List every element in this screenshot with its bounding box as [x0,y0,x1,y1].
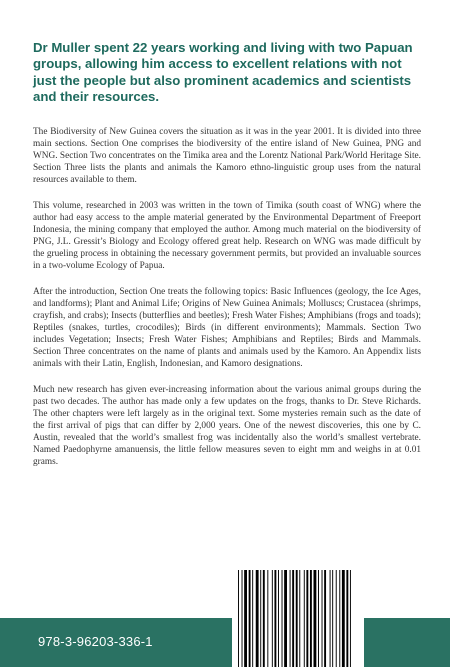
barcode-bar [290,570,291,667]
isbn-number: 978-3-96203-336-1 [38,634,153,649]
barcode-bar [332,570,333,667]
paragraph-research: This volume, researched in 2003 was written in the town of Timika (south coast of WNG) where the author had easy access to the ample material generated by the Environmental Department of Freeport Indonesia, the mining company that employed the author. Among much material on the biodiversity of PNG, J.L. Gressit’s Biology and Ecology offered great help. Research on WNG was made difficult by the grueling process in obtaining the necessary government permits, but provided an invaluable sources in a two-volume Ecology of Papua. [33,201,421,271]
barcode-bar [324,570,326,667]
barcode-bar [346,570,348,667]
barcode-bar [318,570,319,667]
barcode [232,566,364,667]
barcode-bar [256,570,259,667]
description-body [33,126,421,482]
barcode-bar [282,570,283,667]
barcode-bar [299,570,300,667]
barcode-bar [339,570,340,667]
barcode-bar [274,570,276,667]
barcode-bar [238,570,239,667]
barcode-bar [284,570,287,667]
barcode-bar [296,570,298,667]
barcode-bar [306,570,308,667]
barcode-bar [267,570,268,667]
barcode-bar [304,570,305,667]
barcode-bar [350,570,351,667]
paragraph-updates: Much new research has given ever-increasing information about the various animal groups during the past two decades. The author has made only a few updates on the frogs, thanks to Dr. Steve Richards. The other chapters were left largely as in the original text. Some mysteries remain such as the date of the first arrival of pigs that can differ by 2,000 years. One of the newest discoveries, this one by C. Austin, revealed that the world’s smallest frog was incidentally also the world’s smallest vertebrate. Named Paedophyrne amanuensis, the little fellow measures seven to eight mm and weighs in at 0.01 grams. [33,385,421,467]
barcode-bar [242,570,243,667]
barcode-bar [252,570,253,667]
lead-statement: Dr Muller spent 22 years working and living with two Papuan groups, allowing him access to excellent relations with not just the people but also prominent academics and scientists and their resources. [33,40,413,105]
barcode-bar [249,570,251,667]
barcode-graphic [232,566,364,667]
barcode-bar [310,570,312,667]
barcode-bar [263,570,265,667]
barcode-bar [336,570,337,667]
barcode-bar [260,570,261,667]
barcode-bar [278,570,279,667]
barcode-bar [292,570,294,667]
barcode-bar [322,570,323,667]
barcode-bar [244,570,247,667]
paragraph-overview: The Biodiversity of New Guinea covers the situation as it was in the year 2001. It is divided into three main sections. Section One comprises the biodiversity of the entire island of New Guinea, PNG and WNG. Section Two concentrates on the Timika area and the Lorentz National Park/World Heritage Site. Section Three lists the plants and animals the Kamoro ethno-linguistic group uses from the natural resources available to them. [33,127,421,185]
barcode-bar [272,570,273,667]
barcode-bar [342,570,345,667]
paragraph-contents: After the introduction, Section One treats the following topics: Basic Influences (geology, the Ice Ages, and landforms); Plant and Animal Life; Origins of New Guinea Animals; Molluscs; Crustacea (shrimps, crayfish, and crabs); Insects (butterflies and beetles); Fresh Water Fishes; Amphibians (frogs and toads); Reptiles (snakes, turtles, crocodiles); Birds (in different environments); Mammals. Section Two includes Vegetation; Insects; Fresh Water Fishes; Amphibians and Reptiles; Birds and Mammals. Section Three concentrates on the name of plants and animals used by the Kamoro. An Appendix lists animals with their Latin, English, Indonesian, and Kamoro designations. [33,287,421,369]
barcode-bar [314,570,317,667]
barcode-bar [330,570,331,667]
